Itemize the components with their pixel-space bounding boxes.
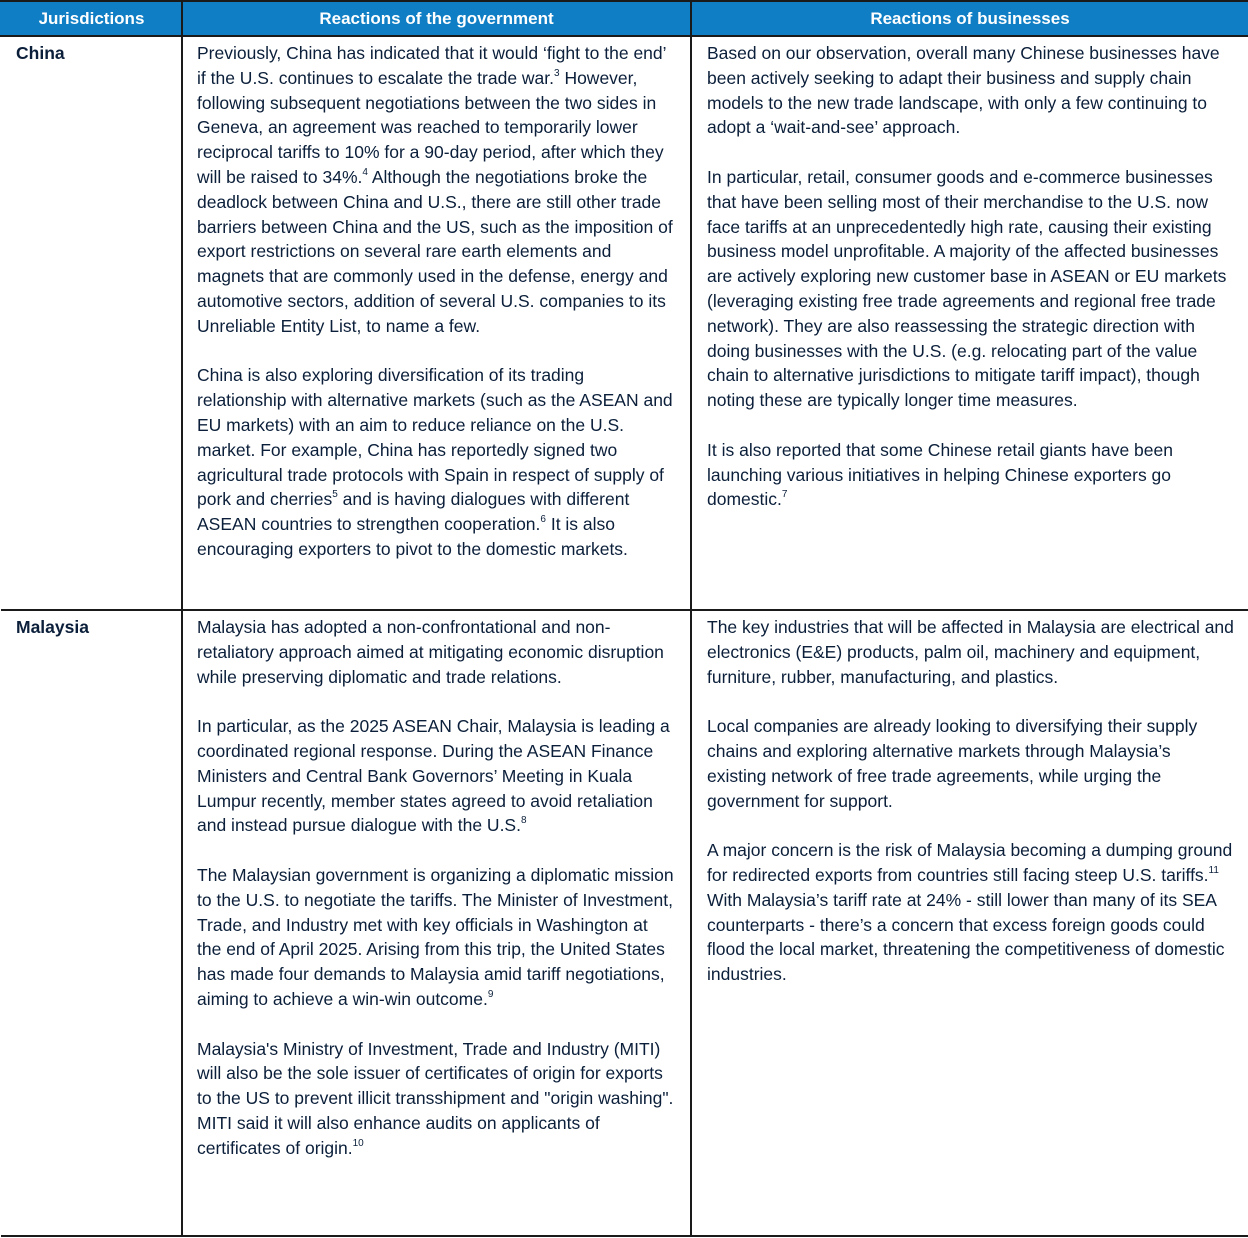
paragraph [707, 165, 1234, 413]
text-run: Previously, China has indicated that it would ‘fight to the end’ if the U.S. continues to escalate the trade war. [197, 43, 666, 88]
table-header-row [1, 1, 1248, 36]
footnote-ref: 3 [554, 67, 560, 79]
paragraph [707, 615, 1234, 689]
jurisdiction-cell: Malaysia [1, 610, 182, 1236]
businesses-cell [691, 610, 1248, 1236]
text-run: China is also exploring diversification of its trading relationship with alternative markets (such as the ASEAN and EU markets) with an aim to reduce reliance on the U.S. market. For example, China has reportedly signed two agricultural trade protocols with Spain in respect of supply of pork and cherries [197, 365, 673, 510]
header-government-reactions: Reactions of the government [182, 1, 691, 36]
footnote-ref: 8 [520, 815, 527, 827]
government-cell [182, 610, 691, 1236]
footnote-ref: 9 [487, 988, 494, 1000]
paragraph [707, 41, 1234, 140]
paragraph [707, 838, 1234, 987]
header-business-reactions: Reactions of businesses [691, 1, 1248, 36]
text-run: It is also reported that some Chinese retail giants have been launching various initiatives in helping Chinese exporters go domestic. [707, 439, 1173, 510]
text-run: The key industries that will be affected in Malaysia are electrical and electronics (E&E) products, palm oil, machinery and equipment, furniture, rubber, manufacturing, and plastics. [707, 617, 1234, 687]
text-run: However, following subsequent negotiations between the two sides in Geneva, an agreement was reached to temporarily lower reciprocal tariffs to 10% for a 90-day period, after which they will be raised to 34%. [197, 67, 664, 187]
header-jurisdictions: Jurisdictions [1, 1, 182, 36]
text-run: Malaysia's Ministry of Investment, Trade and Industry (MITI) will also be the sole issuer of certificates of origin for exports to the US to prevent illicit transshipment and "origin washing". MITI said it will also enhance audits on applicants of certificates of origin. [197, 1038, 674, 1158]
footnote-ref: 10 [352, 1137, 364, 1149]
text-run: Although the negotiations broke the deadlock between China and U.S., there are still other trade barriers between China and the US, such as the imposition of export restrictions on several rare earth elements and magnets that are commonly used in the defense, energy and automotive sectors, addition of several U.S. companies to its Unreliable Entity List, to name a few. [197, 166, 673, 336]
paragraph [197, 615, 676, 689]
jurisdiction-cell: China [1, 36, 182, 610]
paragraph [707, 438, 1234, 512]
paragraph [197, 863, 676, 1012]
text-run: and is having dialogues with different ASEAN countries to strengthen cooperation. [197, 489, 630, 535]
footnote-ref: 7 [781, 489, 788, 501]
footnote-ref: 6 [540, 514, 546, 526]
text-run: In particular, retail, consumer goods and e-commerce businesses that have been selling most of their merchandise to the U.S. now face tariffs at an unprecedentedly high rate, causing their existing business model unprofitable. A majority of the affected businesses are actively exploring new customer base in ASEAN or EU markets (leveraging existing free trade agreements and regional free trade network). They are also reassessing the strategic direction with doing businesses with the U.S. (e.g. relocating part of the value chain to alternative jurisdictions to mitigate tariff impact), though noting these are typically longer time measures. [707, 166, 1227, 411]
text-run: A major concern is the risk of Malaysia becoming a dumping ground for redirected exports from countries still facing steep U.S. tariffs. [707, 840, 1233, 885]
paragraph [197, 41, 676, 339]
paragraph [707, 714, 1234, 813]
text-run: It is also encouraging exporters to pivot to the domestic markets. [197, 514, 628, 559]
footnote-ref: 11 [1208, 864, 1219, 876]
text-run: The Malaysian government is organizing a diplomatic mission to the U.S. to negotiate the tariffs. The Minister of Investment, Trade, and Industry met with key officials in Washington at the end of April 2025. Arising from this trip, the United States has made four demands to Malaysia amid tariff negotiations, aiming to achieve a win-win outcome. [197, 864, 674, 1009]
footnote-ref: 5 [332, 489, 338, 501]
text-run: Based on our observation, overall many Chinese businesses have been actively seeking to adapt their business and supply chain models to the new trade landscape, with only a few continuing to adopt a ‘wait-and-see’ approach. [707, 43, 1220, 138]
table-row-malaysia [1, 610, 1248, 1236]
table-row-china [1, 36, 1248, 610]
paragraph [197, 1037, 676, 1161]
text-run: Local companies are already looking to diversifying their supply chains and exploring alternative markets through Malaysia’s existing network of free trade agreements, while urging the government for support. [707, 716, 1198, 811]
text-run: In particular, as the 2025 ASEAN Chair, Malaysia is leading a coordinated regional response. During the ASEAN Finance Ministers and Central Bank Governors’ Meeting in Kuala Lumpur recently, member states agreed to avoid retaliation and instead pursue dialogue with the U.S. [197, 716, 670, 836]
businesses-cell [691, 36, 1248, 610]
government-cell [182, 36, 691, 610]
text-run: With Malaysia’s tariff rate at 24% - still lower than many of its SEA counterparts - there’s a concern that excess foreign goods could flood the local market, threatening the competitiveness of domestic industries. [707, 889, 1225, 985]
paragraph [197, 714, 676, 838]
footnote-ref: 4 [362, 166, 368, 178]
text-run: Malaysia has adopted a non-confrontational and non-retaliatory approach aimed at mitigating economic disruption while preserving diplomatic and trade relations. [197, 617, 664, 687]
paragraph [197, 363, 676, 561]
